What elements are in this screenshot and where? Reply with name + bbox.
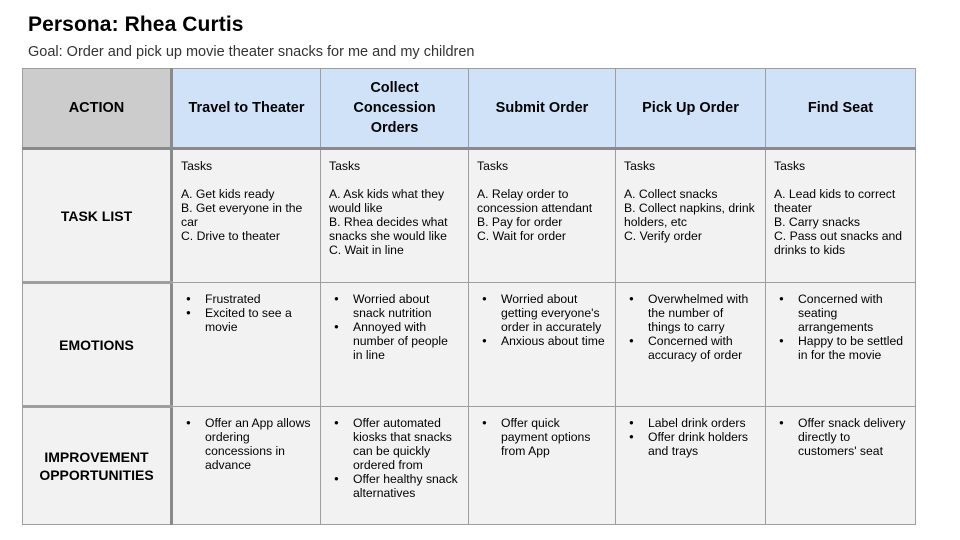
task-cell xyxy=(172,149,321,283)
improvement-item: ● Offer an App allows ordering concessions in advance xyxy=(181,416,312,472)
emotions-row xyxy=(23,283,916,407)
stage-header: Travel to Theater xyxy=(172,69,321,149)
tasks-heading: Tasks xyxy=(181,159,213,173)
task-item: C. Wait in line xyxy=(329,243,404,257)
journey-map-table xyxy=(22,68,916,525)
emotions-label: EMOTIONS xyxy=(23,283,172,407)
improvement-item: ● Offer drink holders and trays xyxy=(624,430,757,458)
task-item: B. Pay for order xyxy=(477,215,563,229)
improvement-item: ● Offer automated kiosks that snacks can be quickly ordered from xyxy=(329,416,460,472)
emotion-item: ● Excited to see a movie xyxy=(181,306,312,334)
improvement-item: ● Offer healthy snack alternatives xyxy=(329,472,460,500)
improvement-row xyxy=(23,407,916,525)
emotion-item: ● Happy to be settled in for the movie xyxy=(774,334,907,362)
emotion-cell xyxy=(766,283,916,407)
task-list-label: TASK LIST xyxy=(23,149,172,283)
tasks-heading: Tasks xyxy=(329,159,361,173)
tasks-heading: Tasks xyxy=(624,159,656,173)
emotion-item: ● Anxious about time xyxy=(477,334,607,348)
task-item: A. Collect snacks xyxy=(624,187,718,201)
improvement-cell xyxy=(616,407,766,525)
improvement-item: ● Label drink orders xyxy=(624,416,757,430)
stage-header: Submit Order xyxy=(469,69,616,149)
improvement-cell xyxy=(469,407,616,525)
task-item: C. Verify order xyxy=(624,229,702,243)
task-cell xyxy=(321,149,469,283)
emotion-item: ● Concerned with accuracy of order xyxy=(624,334,757,362)
task-item: B. Rhea decides what snacks she would like xyxy=(329,215,448,243)
task-item: C. Drive to theater xyxy=(181,229,280,243)
task-item: A. Ask kids what they would like xyxy=(329,187,445,215)
emotion-item: ● Worried about getting everyone's order in accurately xyxy=(477,292,607,334)
improvement-item: ● Offer snack delivery directly to customers' seat xyxy=(774,416,907,458)
action-header: ACTION xyxy=(23,69,172,149)
persona-title: Persona: Rhea Curtis xyxy=(28,13,244,36)
task-item: A. Relay order to concession attendant xyxy=(477,187,593,215)
task-cell xyxy=(766,149,916,283)
emotion-item: ● Worried about snack nutrition xyxy=(329,292,460,320)
header-row xyxy=(23,69,916,149)
task-list-row xyxy=(23,149,916,283)
improvement-cell xyxy=(766,407,916,525)
emotion-cell xyxy=(172,283,321,407)
task-item: C. Wait for order xyxy=(477,229,566,243)
stage-header: Pick Up Order xyxy=(616,69,766,149)
improvement-cell xyxy=(321,407,469,525)
emotion-cell xyxy=(321,283,469,407)
tasks-heading: Tasks xyxy=(774,159,806,173)
persona-goal: Goal: Order and pick up movie theater snacks for me and my children xyxy=(28,44,475,60)
task-item: A. Lead kids to correct theater xyxy=(774,187,896,215)
emotion-cell xyxy=(616,283,766,407)
improvement-item: ● Offer quick payment options from App xyxy=(477,416,607,458)
improvement-label: IMPROVEMENT OPPORTUNITIES xyxy=(23,407,172,525)
tasks-heading: Tasks xyxy=(477,159,509,173)
stage-header: Collect Concession Orders xyxy=(321,69,469,149)
emotion-item: ● Overwhelmed with the number of things to carry xyxy=(624,292,757,334)
task-item: B. Carry snacks xyxy=(774,215,861,229)
emotion-item: ● Frustrated xyxy=(181,292,312,306)
task-cell xyxy=(469,149,616,283)
emotion-cell xyxy=(469,283,616,407)
improvement-cell xyxy=(172,407,321,525)
task-item: A. Get kids ready xyxy=(181,187,275,201)
task-cell xyxy=(616,149,766,283)
task-item: C. Pass out snacks and drinks to kids xyxy=(774,229,903,257)
task-item: B. Collect napkins, drink holders, etc xyxy=(624,201,755,229)
emotion-item: ● Concerned with seating arrangements xyxy=(774,292,907,334)
task-item: B. Get everyone in the car xyxy=(181,201,303,229)
emotion-item: ● Annoyed with number of people in line xyxy=(329,320,460,362)
stage-header: Find Seat xyxy=(766,69,916,149)
